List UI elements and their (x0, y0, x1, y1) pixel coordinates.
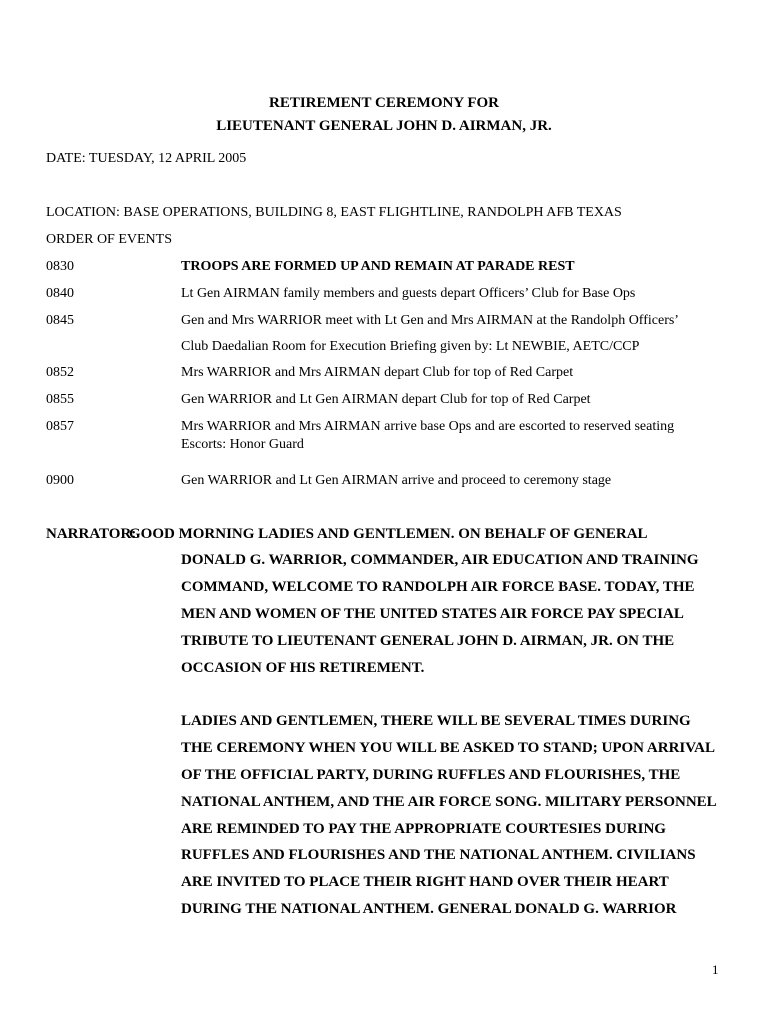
page-number: 1 (712, 962, 719, 977)
document-title-line-2: LIEUTENANT GENERAL JOHN D. AIRMAN, JR. (216, 118, 552, 134)
event-time: 0852 (46, 365, 74, 380)
location-line: LOCATION: BASE OPERATIONS, BUILDING 8, EAST FLIGHTLINE, RANDOLPH AFB TEXAS (46, 205, 622, 220)
date-line: DATE: TUESDAY, 12 APRIL 2005 (46, 151, 247, 166)
event-time: 0855 (46, 392, 74, 407)
narrator-label: NARRATOR: (46, 526, 137, 542)
event-text: Gen WARRIOR and Lt Gen AIRMAN arrive and proceed to ceremony stage (181, 473, 612, 488)
narrator-line: ARE INVITED TO PLACE THEIR RIGHT HAND OVER THEIR HEART (181, 874, 669, 890)
event-time: 0900 (46, 473, 74, 488)
event-time: 0830 (46, 259, 74, 274)
event-text: Mrs WARRIOR and Mrs AIRMAN depart Club for top of Red Carpet (181, 365, 574, 380)
event-text-continued: Club Daedalian Room for Execution Briefing given by: Lt NEWBIE, AETC/CCP (181, 339, 640, 354)
event-time: 0840 (46, 286, 74, 301)
narrator-line: DURING THE NATIONAL ANTHEM. GENERAL DONALD G. WARRIOR (181, 901, 677, 917)
event-text: Lt Gen AIRMAN family members and guests depart Officers’ Club for Base Ops (181, 286, 636, 301)
document-title-line-1: RETIREMENT CEREMONY FOR (268, 95, 500, 111)
narrator-line: ARE REMINDED TO PAY THE APPROPRIATE COURTESIES DURING (181, 821, 666, 837)
narrator-line: THE CEREMONY WHEN YOU WILL BE ASKED TO STAND; UPON ARRIVAL (181, 740, 716, 756)
narrator-line: DONALD G. WARRIOR, COMMANDER, AIR EDUCATION AND TRAINING (181, 552, 699, 568)
narrator-line: TRIBUTE TO LIEUTENANT GENERAL JOHN D. AIRMAN, JR. ON THE (181, 633, 675, 649)
narrator-line: NATIONAL ANTHEM, AND THE AIR FORCE SONG. MILITARY PERSONNEL (181, 794, 717, 810)
event-text: Mrs WARRIOR and Mrs AIRMAN arrive base Ops and are escorted to reserved seating (181, 419, 675, 434)
order-of-events-heading: ORDER OF EVENTS (46, 232, 173, 247)
narrator-line: MEN AND WOMEN OF THE UNITED STATES AIR FORCE PAY SPECIAL (181, 606, 684, 622)
event-text: Gen and Mrs WARRIOR meet with Lt Gen and Mrs AIRMAN at the Randolph Officers’ (181, 313, 679, 328)
narrator-line: GOOD MORNING LADIES AND GENTLEMEN. ON BEHALF OF GENERAL (129, 526, 648, 542)
narrator-line: RUFFLES AND FLOURISHES AND THE NATIONAL ANTHEM. CIVILIANS (181, 847, 696, 863)
event-time: 0857 (46, 419, 74, 434)
narrator-line: LADIES AND GENTLEMEN, THERE WILL BE SEVERAL TIMES DURING (181, 713, 691, 729)
narrator-line: COMMAND, WELCOME TO RANDOLPH AIR FORCE BASE. TODAY, THE (181, 579, 695, 595)
event-text: TROOPS ARE FORMED UP AND REMAIN AT PARADE REST (181, 259, 575, 274)
event-text-continued: Escorts: Honor Guard (181, 437, 304, 452)
narrator-line: OF THE OFFICIAL PARTY, DURING RUFFLES AND FLOURISHES, THE (181, 767, 681, 783)
narrator-line: OCCASION OF HIS RETIREMENT. (181, 660, 425, 676)
event-time: 0845 (46, 313, 74, 328)
event-text: Gen WARRIOR and Lt Gen AIRMAN depart Club for top of Red Carpet (181, 392, 591, 407)
